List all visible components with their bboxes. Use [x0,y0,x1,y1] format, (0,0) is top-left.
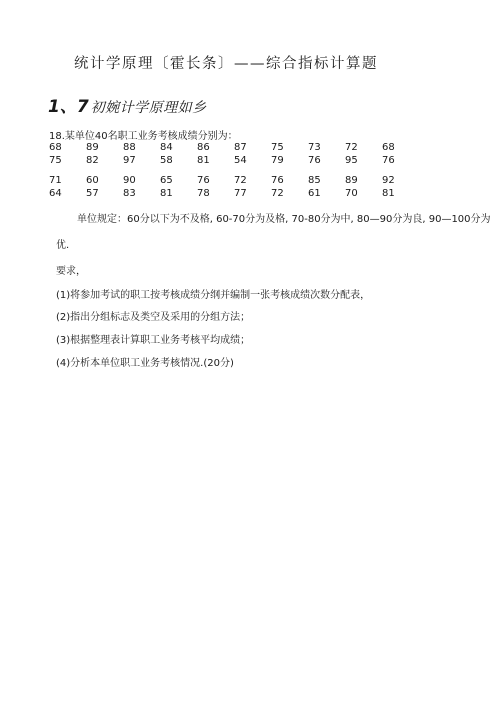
score-cell: 76 [382,155,395,166]
score-cell: 75 [49,155,62,166]
score-cell: 57 [86,188,99,199]
score-cell: 81 [160,188,173,199]
score-cell: 64 [49,188,62,199]
score-cell: 72 [234,175,247,186]
section-heading [48,92,207,117]
score-cell: 81 [382,188,395,199]
score-cell: 70 [345,188,358,199]
score-cell: 88 [123,142,136,153]
score-cell: 86 [197,142,210,153]
score-row [49,141,419,154]
score-cell: 97 [123,155,136,166]
question-intro: 18.某单位40名职工业务考核成绩分别为： [49,131,238,142]
score-cell: 78 [197,188,210,199]
score-cell: 89 [345,175,358,186]
requirement-item-4: (4)分析本单位职工业务考核情况.(20分) [56,358,234,369]
score-cell: 79 [271,155,284,166]
score-row [49,167,419,187]
score-cell: 81 [197,155,210,166]
score-cell: 65 [160,175,173,186]
score-cell: 71 [49,175,62,186]
requirement-item-1: (1)将参加考试的职工按考核成绩分纲并编制一张考核成绩次数分配表， [56,290,371,301]
score-cell: 85 [308,175,321,186]
score-cell: 58 [160,155,173,166]
rule-text-continued: 优. [56,240,70,251]
rule-text: 单位规定：60分以下为不及格, 60-70分为及格, 70-80分为中, 80—90分为良, 90—100分为 [77,214,491,225]
score-cell: 61 [308,188,321,199]
score-cell: 54 [234,155,247,166]
score-row [49,187,419,200]
requirement-item-3: (3)根据整理表计算职工业务考核平均成绩； [56,335,251,346]
score-cell: 72 [271,188,284,199]
score-cell: 82 [86,155,99,166]
score-cell: 87 [234,142,247,153]
score-cell: 95 [345,155,358,166]
score-cell: 89 [86,142,99,153]
score-row [49,154,419,167]
score-cell: 76 [197,175,210,186]
score-cell: 68 [49,142,62,153]
requirements-label: 要求， [56,266,86,277]
score-cell: 72 [345,142,358,153]
score-cell: 83 [123,188,136,199]
score-cell: 76 [308,155,321,166]
score-cell: 75 [271,142,284,153]
requirement-item-2: (2)指出分组标志及类空及采用的分组方法； [56,312,251,323]
score-cell: 60 [86,175,99,186]
score-cell: 92 [382,175,395,186]
page-title: 统计学原理〔霍长条〕——综合指标计算题 [74,56,378,72]
score-cell: 77 [234,188,247,199]
section-number: 1、7 [48,97,89,117]
score-cell: 73 [308,142,321,153]
score-cell: 76 [271,175,284,186]
score-cell: 90 [123,175,136,186]
score-cell: 68 [382,142,395,153]
score-cell: 84 [160,142,173,153]
scores-table [49,141,419,200]
section-heading-text: 初婉计学原理如乡 [90,100,207,116]
